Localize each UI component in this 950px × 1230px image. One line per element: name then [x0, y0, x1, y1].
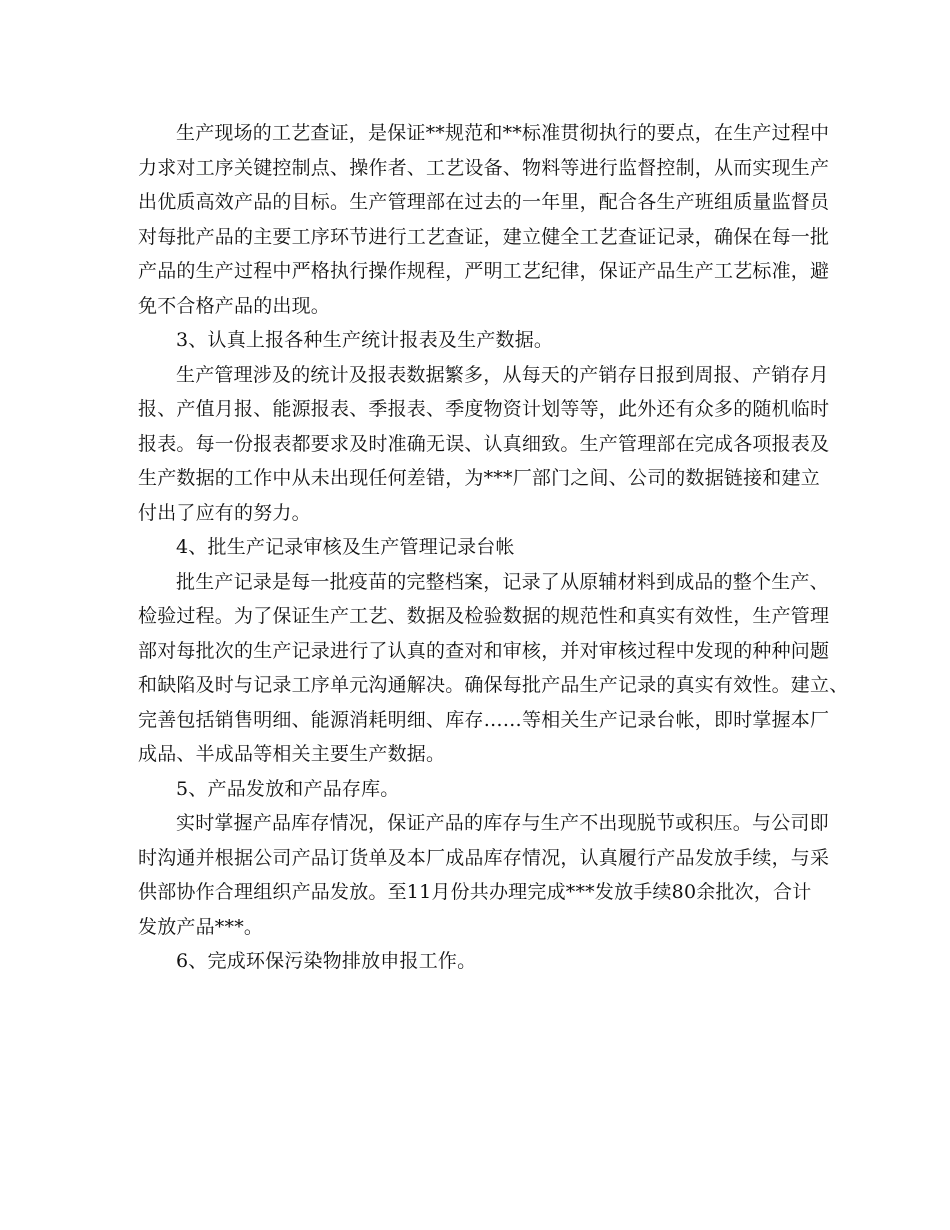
text-line: 免不合格产品的出现。	[138, 294, 331, 317]
text-line: 报、产值月报、能源报表、季报表、季度物资计划等等，此外还有众多的随机临时	[138, 398, 830, 420]
text-line: 和缺陷及时与记录工序单元沟通解决。确保每批产品生产记录的真实有效性。建立、	[138, 674, 849, 696]
text-line: 付出了应有的努力。	[138, 501, 311, 524]
text-line: 生产现场的工艺查证，是保证**规范和**标准贯彻执行的要点，在生产过程中	[176, 122, 830, 144]
text-line: 出优质高效产品的目标。生产管理部在过去的一年里，配合各生产班组质量监督员	[138, 191, 830, 213]
text-line: 4、批生产记录审核及生产管理记录台帐	[176, 536, 515, 558]
text-line: 检验过程。为了保证生产工艺、数据及检验数据的规范性和真实有效性，生产管理	[138, 605, 830, 627]
text-line: 供部协作合理组织产品发放。至11月份共办理完成***发放手续80余批次，合计	[138, 881, 812, 903]
text-line: 部对每批次的生产记录进行了认真的查对和审核，并对审核过程中发现的种种问题	[138, 639, 830, 662]
text-line: 5、产品发放和产品存库。	[176, 777, 400, 800]
document-body	[138, 116, 849, 979]
text-line: 生产数据的工作中从未出现任何差错，为***厂部门之间、公司的数据链接和建立	[138, 467, 820, 489]
text-line: 产品的生产过程中严格执行操作规程，严明工艺纪律，保证产品生产工艺标准，避	[138, 260, 830, 282]
text-line: 生产管理涉及的统计及报表数据繁多，从每天的产销存日报到周报、产销存月	[176, 363, 829, 386]
text-line: 完善包括销售明细、能源消耗明细、库存……等相关生产记录台帐，即时掌握本厂	[138, 708, 830, 731]
text-line: 对每批产品的主要工序环节进行工艺查证，建立健全工艺查证记录，确保在每一批	[138, 225, 830, 248]
text-line: 3、认真上报各种生产统计报表及生产数据。	[176, 329, 554, 351]
text-line: 批生产记录是每一批疫苗的完整档案，记录了从原辅材料到成品的整个生产、	[176, 570, 829, 593]
text-line: 力求对工序关键控制点、操作者、工艺设备、物料等进行监督控制，从而实现生产	[138, 156, 830, 179]
text-line: 报表。每一份报表都要求及时准确无误、认真细致。生产管理部在完成各项报表及	[138, 432, 830, 455]
text-line: 发放产品***。	[138, 915, 264, 938]
text-line: 6、完成环保污染物排放申报工作。	[176, 950, 477, 972]
text-line: 成品、半成品等相关主要生产数据。	[138, 743, 446, 765]
text-line: 实时掌握产品库存情况，保证产品的库存与生产不出现脱节或积压。与公司即	[176, 812, 829, 834]
text-line: 时沟通并根据公司产品订货单及本厂成品库存情况，认真履行产品发放手续，与采	[138, 846, 830, 869]
